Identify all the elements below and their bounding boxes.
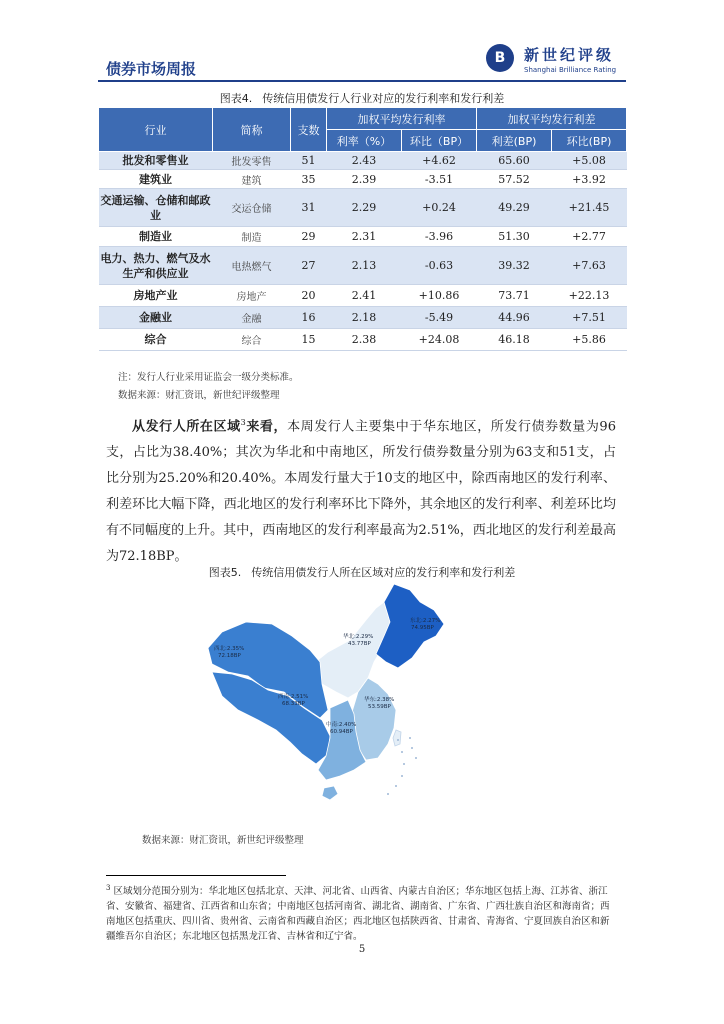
cell-spread: 57.52	[477, 170, 552, 189]
header-rate-chg: 环比（BP）	[402, 130, 477, 152]
logo-english-name: Shanghai Brilliance Rating	[524, 66, 617, 74]
cell-rate-chg: -5.49	[402, 307, 477, 329]
cell-spread-chg: +21.45	[552, 189, 627, 227]
cell-rate: 2.38	[327, 329, 402, 351]
label-dongbei-spread: 74.95BP	[411, 625, 434, 631]
label-huadong-rate: 华东:2.38%	[364, 697, 395, 703]
report-title: 债券市场周报	[106, 60, 197, 78]
table-row	[99, 329, 627, 351]
cell-count: 29	[291, 227, 327, 247]
cell-count: 27	[291, 247, 327, 285]
cell-abbr: 金融	[213, 307, 291, 329]
cell-spread: 46.18	[477, 329, 552, 351]
table-row	[99, 152, 627, 170]
table4-note: 注：发行人行业采用证监会一级分类标准。	[118, 372, 299, 383]
cell-abbr: 综合	[213, 329, 291, 351]
header-spread-chg: 环比(BP)	[552, 130, 627, 152]
south-sea-islands	[387, 737, 417, 795]
region-map	[198, 580, 458, 820]
cell-industry: 批发和零售业	[99, 152, 213, 170]
label-xibei-rate: 西北:2.35%	[214, 646, 245, 652]
header-count: 支数	[291, 108, 327, 152]
label-dongbei-rate: 东北:2.27%	[410, 618, 441, 624]
cell-rate-chg: +4.62	[402, 152, 477, 170]
cell-abbr: 电热燃气	[213, 247, 291, 285]
table-row	[99, 189, 627, 227]
cell-rate-chg: -3.51	[402, 170, 477, 189]
header-rate-group: 加权平均发行利率	[327, 108, 477, 130]
header-rate: 利率（%）	[327, 130, 402, 152]
figure5-source: 数据来源：财汇资讯，新世纪评级整理	[142, 835, 304, 846]
cell-spread-chg: +22.13	[552, 285, 627, 307]
footnote	[106, 881, 616, 944]
label-huabei-rate: 华北:2.29%	[343, 634, 374, 640]
label-zhongnan-spread: 60.94BP	[330, 729, 353, 735]
label-huadong-spread: 53.59BP	[368, 704, 391, 710]
cell-spread-chg: +7.63	[552, 247, 627, 285]
cell-industry: 制造业	[99, 227, 213, 247]
table-row	[99, 170, 627, 189]
table4-caption	[0, 90, 724, 106]
table-row	[99, 285, 627, 307]
cell-rate-chg: -3.96	[402, 227, 477, 247]
table-row	[99, 247, 627, 285]
label-zhongnan-rate: 中南:2.40%	[326, 722, 357, 728]
table-row	[99, 307, 627, 329]
cell-rate: 2.29	[327, 189, 402, 227]
region-taiwan	[393, 730, 401, 746]
cell-spread-chg: +7.51	[552, 307, 627, 329]
cell-abbr: 交运仓储	[213, 189, 291, 227]
cell-count: 20	[291, 285, 327, 307]
header-spread-group: 加权平均发行利差	[477, 108, 627, 130]
cell-count: 35	[291, 170, 327, 189]
footnote-ref: 3	[240, 418, 246, 427]
paragraph-text: 本周发行人主要集中于华东地区，所发行债券数量为96支，占比为38.40%；其次为华北和中南地区，所发行债券数量分别为63支和51支，占比分别为25.20%和20.40%。本周发行量大于10支的地区中，除西南地区的发行利率、利差环比大幅下降，西北地区的发行利率环比下降外，其余地区的发行利率、利差环比均有不同幅度的上升。其中，西南地区的发行利率最高为2.51%，西北地区的发行利差最高为72.18BP。	[106, 419, 616, 565]
cell-rate: 2.13	[327, 247, 402, 285]
label-xinan-spread: 68.33BP	[282, 701, 305, 707]
cell-count: 31	[291, 189, 327, 227]
cell-count: 16	[291, 307, 327, 329]
header-divider	[98, 80, 626, 82]
figure5-caption	[0, 564, 724, 580]
logo-chinese-name: 新世纪评级	[524, 46, 615, 64]
cell-rate: 2.41	[327, 285, 402, 307]
cell-industry: 房地产业	[99, 285, 213, 307]
cell-industry: 建筑业	[99, 170, 213, 189]
cell-spread: 44.96	[477, 307, 552, 329]
table-row	[99, 227, 627, 247]
cell-industry: 交通运输、仓储和邮政业	[99, 189, 213, 227]
cell-rate-chg: +24.08	[402, 329, 477, 351]
region-analysis-paragraph	[106, 410, 616, 570]
header-spread: 利差(BP)	[477, 130, 552, 152]
cell-abbr: 建筑	[213, 170, 291, 189]
cell-abbr: 房地产	[213, 285, 291, 307]
page-number: 5	[358, 944, 366, 955]
industry-rate-table	[98, 107, 627, 351]
figure5-caption-text: 传统信用债发行人所在区域对应的发行利率和发行利差	[251, 566, 516, 579]
cell-rate: 2.39	[327, 170, 402, 189]
footnote-divider	[106, 875, 286, 876]
paragraph-lead: 从发行人所在区域	[132, 419, 241, 435]
cell-rate: 2.31	[327, 227, 402, 247]
cell-count: 15	[291, 329, 327, 351]
paragraph-lead-tail: 来看，	[245, 419, 288, 435]
cell-spread-chg: +3.92	[552, 170, 627, 189]
cell-rate-chg: +0.24	[402, 189, 477, 227]
cell-industry: 金融业	[99, 307, 213, 329]
cell-spread-chg: +5.86	[552, 329, 627, 351]
table4-source: 数据来源：财汇资讯，新世纪评级整理	[118, 390, 280, 401]
footnote-text: 区域划分范围分别为：华北地区包括北京、天津、河北省、山西省、内蒙古自治区；华东地区包括上海、江苏省、浙江省、安徽省、福建省、江西省和山东省；中南地区包括河南省、湖北省、湖南省、广东省、广西壮族自治区和海南省；西南地区包括重庆、四川省、贵州省、云南省和西藏自治区；西北地区包括陕西省、甘肃省、青海省、宁夏回族自治区和新疆维吾尔自治区；东北地区包括黑龙江省、吉林省和辽宁省。	[106, 886, 610, 943]
cell-rate: 2.43	[327, 152, 402, 170]
cell-spread: 39.32	[477, 247, 552, 285]
header-industry: 行业	[99, 108, 213, 152]
cell-spread: 73.71	[477, 285, 552, 307]
cell-abbr: 批发零售	[213, 152, 291, 170]
cell-rate-chg: +10.86	[402, 285, 477, 307]
label-xinan-rate: 西南:2.51%	[278, 694, 309, 700]
label-xibei-spread: 72.18BP	[218, 653, 241, 659]
cell-spread: 65.60	[477, 152, 552, 170]
cell-spread: 51.30	[477, 227, 552, 247]
cell-spread: 49.29	[477, 189, 552, 227]
cell-spread-chg: +2.77	[552, 227, 627, 247]
table4-caption-text: 传统信用债发行人行业对应的发行利率和发行利差	[262, 92, 505, 105]
figure5-caption-number: 图表5.	[208, 566, 242, 579]
cell-count: 51	[291, 152, 327, 170]
logo-emblem-icon: B	[486, 44, 514, 72]
table4-caption-number: 图表4.	[219, 92, 253, 105]
cell-rate: 2.18	[327, 307, 402, 329]
label-huabei-spread: 43.77BP	[348, 641, 371, 647]
cell-rate-chg: -0.63	[402, 247, 477, 285]
cell-spread-chg: +5.08	[552, 152, 627, 170]
cell-industry: 电力、热力、燃气及水生产和供应业	[99, 247, 213, 285]
cell-industry: 综合	[99, 329, 213, 351]
header-abbr: 简称	[213, 108, 291, 152]
region-hainan	[322, 786, 338, 800]
footnote-mark: 3	[106, 884, 111, 892]
cell-abbr: 制造	[213, 227, 291, 247]
brand-logo	[486, 42, 626, 82]
